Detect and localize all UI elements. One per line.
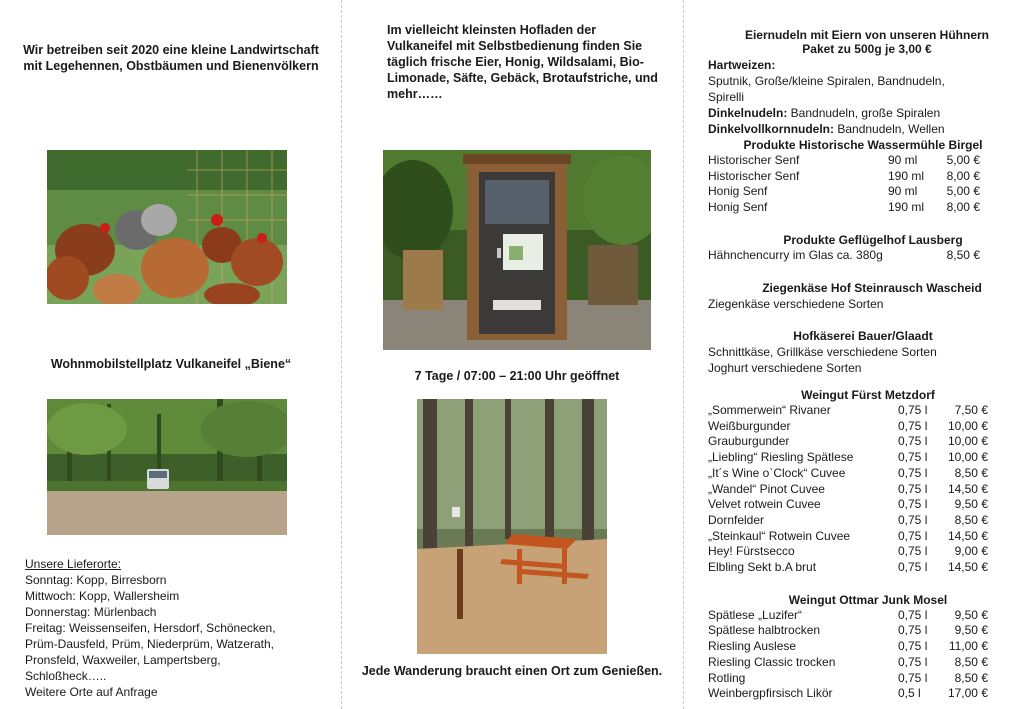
product-volume: 0,75 l <box>898 497 928 512</box>
delivery-line: Mittwoch: Kopp, Wallersheim <box>25 589 180 603</box>
product-name: Weißburgunder <box>708 418 791 433</box>
product-volume: 0,75 l <box>898 403 928 417</box>
product-volume: 0,75 l <box>898 528 928 543</box>
ziege-title: Ziegenkäse Hof Steinrausch Wascheid <box>762 280 982 295</box>
product-name: Velvet rotwein Cuvee <box>708 497 821 512</box>
product-name: Riesling Classic trocken <box>708 654 836 669</box>
middle-column <box>342 0 682 709</box>
table-row <box>708 482 988 498</box>
hofkaese-line: Schnittkäse, Grillkäse verschiedene Sorten <box>708 344 937 359</box>
product-name: Hey! Fürstsecco <box>708 544 795 559</box>
camping-site-photo <box>47 399 287 535</box>
product-volume: 0,75 l <box>898 654 928 669</box>
product-volume: 0,75 l <box>898 623 928 638</box>
table-row <box>708 560 988 576</box>
delivery-line: Freitag: Weissenseifen, Hersdorf, Schönecken, <box>25 621 276 635</box>
table-row <box>708 655 988 671</box>
product-price: 10,00 € <box>947 450 988 465</box>
muehle-title: Produkte Historische Wassermühle Birgel <box>743 138 983 152</box>
product-price: 9,50 € <box>954 607 988 622</box>
product-price: 8,50 € <box>946 247 980 262</box>
table-row <box>708 544 988 560</box>
delivery-list <box>25 556 335 700</box>
product-name: Weinbergpfirsisch Likör <box>708 686 833 701</box>
left-intro: Wir betreiben seit 2020 eine kleine Landwirtschaft mit Legehennen, Obstbäumen und Bienenvölkern <box>23 43 319 73</box>
product-volume: 0,75 l <box>898 465 928 480</box>
product-name: Spätlese „Luzifer“ <box>708 607 803 622</box>
delivery-line: Donnerstag: Mürlenbach <box>25 605 157 619</box>
table-row <box>708 608 988 624</box>
dinkelvoll-label: Dinkelvollkornnudeln: <box>708 122 835 136</box>
product-volume: 0,75 l <box>898 512 928 527</box>
opening-hours: 7 Tage / 07:00 – 21:00 Uhr geöffnet <box>414 369 620 383</box>
table-row <box>708 153 980 169</box>
product-name: Historischer Senf <box>708 168 800 183</box>
delivery-line: Sonntag: Kopp, Birresborn <box>25 573 167 587</box>
wine-section <box>708 387 1008 702</box>
product-price: 8,00 € <box>946 168 980 183</box>
delivery-title: Unsere Lieferorte: <box>25 557 122 571</box>
gefluegel-table <box>708 248 980 264</box>
product-volume: 0,75 l <box>898 450 928 465</box>
product-name: „Steinkaul“ Rotwein Cuvee <box>708 528 851 543</box>
product-volume: 190 ml <box>888 200 925 215</box>
gefluegel-title: Produkte Geflügelhof Lausberg <box>783 232 963 247</box>
hofkaese-title: Hofkäserei Bauer/Glaadt <box>793 328 933 343</box>
product-volume: 0,5 l <box>898 686 921 701</box>
noodles-title-line1: Eiernudeln mit Eiern von unseren Hühnern <box>744 28 990 42</box>
table-row <box>708 529 988 545</box>
product-name: Spätlese halbtrocken <box>708 623 821 638</box>
dinkel-label: Dinkelnudeln: <box>708 106 788 120</box>
dinkel-text: Bandnudeln, große Spiralen <box>787 106 941 120</box>
product-name: Grauburgunder <box>708 434 790 449</box>
product-price: 8,50 € <box>954 654 988 669</box>
product-volume: 0,75 l <box>898 639 928 654</box>
delivery-line: Pronsfeld, Waxweiler, Lampertsberg, <box>25 653 221 667</box>
product-name: Elbling Sekt b.A brut <box>708 560 817 575</box>
camp-title: Wohnmobilstellplatz Vulkaneifel „Biene“ <box>50 357 292 371</box>
product-price: 14,50 € <box>947 481 988 496</box>
product-volume: 0,75 l <box>898 607 928 622</box>
product-volume: 90 ml <box>888 184 918 199</box>
product-name: „It´s Wine o`Clock“ Cuvee <box>708 465 846 480</box>
muehle-table <box>708 153 980 216</box>
dinkelvoll-line <box>708 121 998 137</box>
product-volume: 0,75 l <box>898 670 928 685</box>
product-price: 8,50 € <box>954 512 988 527</box>
middle-intro: Im vielleicht kleinsten Hofladen der Vulkaneifel mit Selbstbedienung finden Sie täglich frische Eier, Honig, Wildsalami, Bio-Limonade, Säfte, Gebäck, Brotaufstriche, und mehr…… <box>387 23 658 101</box>
table-row <box>708 184 980 200</box>
product-price: 11,00 € <box>948 639 988 654</box>
table-row <box>708 466 988 482</box>
product-price: 9,50 € <box>954 623 988 638</box>
product-price: 10,00 € <box>947 418 988 433</box>
delivery-line: Weitere Orte auf Anfrage <box>25 685 158 699</box>
hofkaese-line: Joghurt verschiedene Sorten <box>708 360 862 375</box>
product-volume: 0,75 l <box>898 544 928 559</box>
table-row <box>708 513 988 529</box>
product-name: Dornfelder <box>708 512 765 527</box>
product-name: Hähnchencurry im Glas ca. 380g <box>708 247 883 262</box>
left-column <box>0 0 340 709</box>
dinkel-line <box>708 105 998 121</box>
table-row <box>708 497 988 513</box>
product-price: 17,00 € <box>947 686 988 701</box>
product-price: 9,00 € <box>954 544 988 559</box>
product-price: 8,50 € <box>954 670 988 685</box>
dinkelvoll-text: Bandnudeln, Wellen <box>834 122 945 136</box>
chickens-photo <box>47 150 287 304</box>
product-name: „Liebling“ Riesling Spätlese <box>708 450 854 465</box>
hike-slogan: Jede Wanderung braucht einen Ort zum Genießen. <box>361 664 663 678</box>
product-price: 7,50 € <box>954 403 988 417</box>
table-row <box>708 686 988 702</box>
table-row <box>708 671 988 687</box>
table-row <box>708 623 988 639</box>
product-price: 5,00 € <box>946 153 980 167</box>
picnic-spot-photo <box>417 399 607 654</box>
delivery-line: Schloßheck….. <box>25 669 107 683</box>
product-volume: 0,75 l <box>898 418 928 433</box>
table-row <box>708 248 980 264</box>
table-row <box>708 419 988 435</box>
product-price: 9,50 € <box>954 497 988 512</box>
junk-title: Weingut Ottmar Junk Mosel <box>788 592 948 607</box>
product-volume: 0,75 l <box>898 560 928 575</box>
product-name: „Wandel“ Pinot Cuvee <box>708 481 825 496</box>
right-column <box>684 0 1024 709</box>
noodles-section <box>708 27 998 376</box>
table-row <box>708 434 988 450</box>
hartweizen-text: Sputnik, Große/kleine Spiralen, Bandnudeln, Spirelli <box>708 74 945 104</box>
delivery-line: Prüm-Dausfeld, Prüm, Niederprüm, Watzerath, <box>25 637 274 651</box>
product-name: Rotling <box>708 670 746 685</box>
hartweizen-label: Hartweizen: <box>708 58 776 72</box>
fuerst-table <box>708 403 988 576</box>
table-row <box>708 169 980 185</box>
product-price: 8,00 € <box>946 200 980 215</box>
product-volume: 90 ml <box>888 153 918 167</box>
product-price: 14,50 € <box>947 560 988 575</box>
product-price: 10,00 € <box>947 434 988 449</box>
product-name: Honig Senf <box>708 200 768 215</box>
noodles-title-line2: Paket zu 500g je 3,00 € <box>802 42 932 56</box>
ziege-text: Ziegenkäse verschiedene Sorten <box>708 296 884 311</box>
product-name: Riesling Auslese <box>708 639 797 654</box>
product-volume: 0,75 l <box>898 434 928 449</box>
table-row <box>708 403 988 419</box>
table-row <box>708 450 988 466</box>
product-name: „Sommerwein“ Rivaner <box>708 403 831 417</box>
product-volume: 0,75 l <box>898 481 928 496</box>
product-price: 8,50 € <box>954 465 988 480</box>
table-row <box>708 200 980 216</box>
farm-shop-photo <box>383 150 651 350</box>
product-price: 5,00 € <box>946 184 980 199</box>
fuerst-title: Weingut Fürst Metzdorf <box>801 388 935 402</box>
table-row <box>708 639 988 655</box>
product-price: 14,50 € <box>947 528 988 543</box>
product-name: Honig Senf <box>708 184 768 199</box>
product-name: Historischer Senf <box>708 153 800 167</box>
product-volume: 190 ml <box>888 168 925 183</box>
junk-table <box>708 608 988 702</box>
